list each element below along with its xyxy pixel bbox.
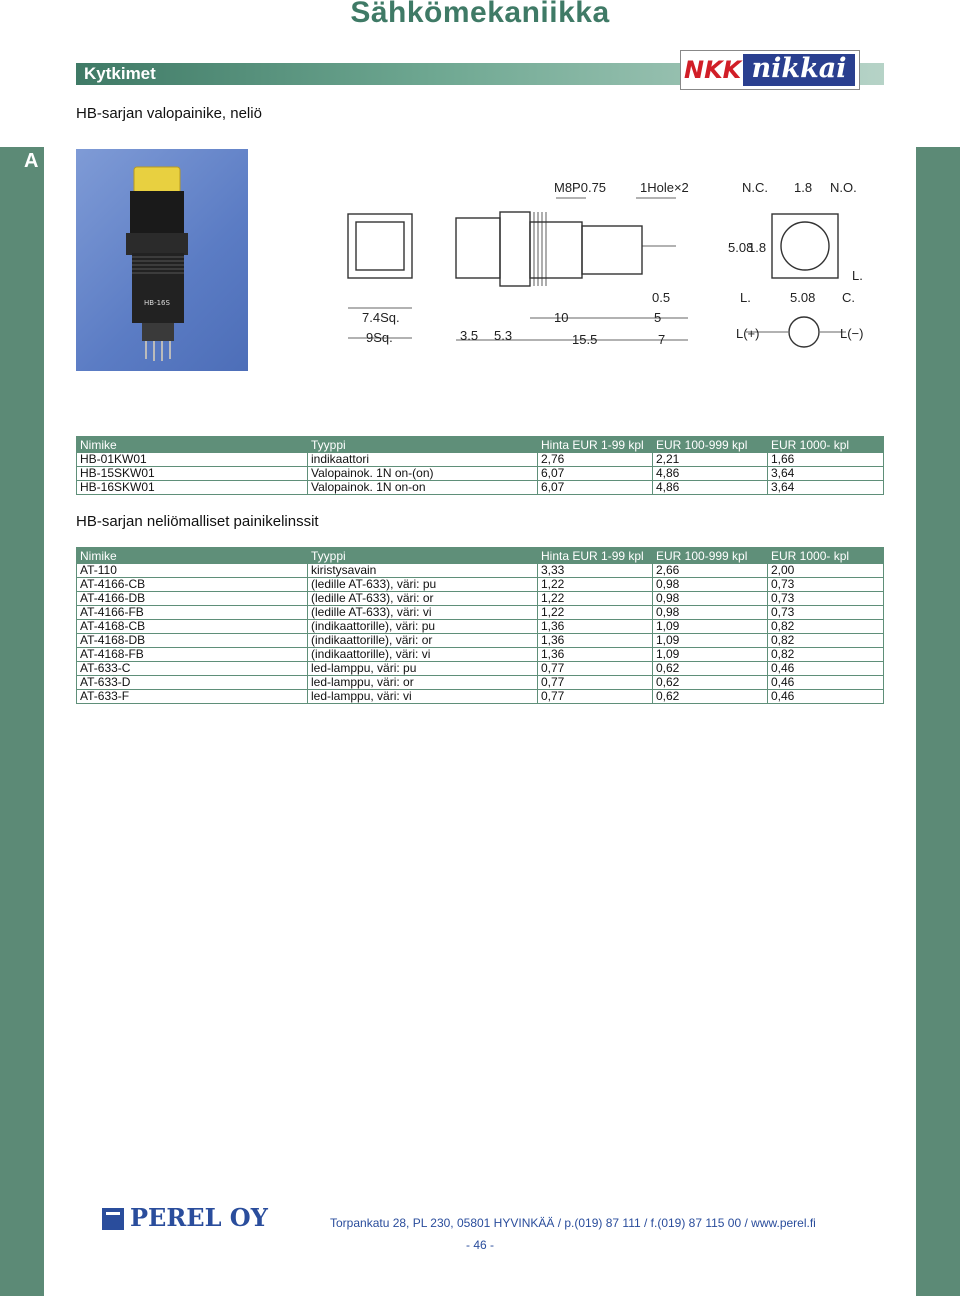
logo-nkk-text: NKK — [684, 56, 742, 84]
table-cell: 1,36 — [538, 648, 653, 662]
table-cell: 0,46 — [768, 662, 884, 676]
label-l-plus: L(+) — [736, 326, 760, 341]
label-hole: 1Hole×2 — [640, 180, 689, 195]
table-cell: 0,73 — [768, 592, 884, 606]
table-cell: 2,21 — [653, 453, 768, 467]
page-number: - 46 - — [465, 1238, 494, 1252]
table-cell: AT-4166-CB — [77, 578, 308, 592]
table-header-row — [77, 437, 884, 453]
label-1-8: 1.8 — [794, 180, 813, 195]
table-cell: 3,64 — [768, 467, 884, 481]
table-cell: 0,73 — [768, 606, 884, 620]
table-cell: 1,66 — [768, 453, 884, 467]
table-row — [77, 648, 884, 662]
table-cell: 1,09 — [653, 634, 768, 648]
table-cell: 0,98 — [653, 578, 768, 592]
table-cell: 2,00 — [768, 564, 884, 578]
table-cell: 1,22 — [538, 606, 653, 620]
product-heading-1: HB-sarjan valopainike, neliö — [76, 105, 262, 122]
column-header: Hinta EUR 1-99 kpl — [538, 437, 653, 453]
label-m8p: M8P0.75 — [554, 180, 607, 195]
table-cell: 1,09 — [653, 648, 768, 662]
product-photo — [76, 149, 248, 371]
table-cell: 3,64 — [768, 481, 884, 495]
table-cell: HB-16SKW01 — [77, 481, 308, 495]
page-title: Sähkömekaniikka — [350, 0, 610, 29]
table-cell: Valopainok. 1N on-(on) — [308, 467, 538, 481]
label-no: N.O. — [830, 180, 857, 195]
table-row — [77, 620, 884, 634]
table-row — [77, 453, 884, 467]
table-cell: AT-633-C — [77, 662, 308, 676]
table-cell: AT-4168-CB — [77, 620, 308, 634]
table-cell: 4,86 — [653, 467, 768, 481]
nkk-nikkai-logo — [680, 50, 860, 90]
table-cell: AT-633-F — [77, 690, 308, 704]
table-cell: 0,62 — [653, 690, 768, 704]
table-cell: 6,07 — [538, 481, 653, 495]
logo-nikkai-text: nikkai — [743, 54, 855, 86]
table-row — [77, 634, 884, 648]
table-cell: 2,66 — [653, 564, 768, 578]
table-row — [77, 578, 884, 592]
table-cell: AT-4168-FB — [77, 648, 308, 662]
table-cell: (indikaattorille), väri: vi — [308, 648, 538, 662]
right-side-band — [916, 147, 960, 1296]
table-cell: 0,77 — [538, 690, 653, 704]
table-cell: Valopainok. 1N on-on — [308, 481, 538, 495]
table-row — [77, 592, 884, 606]
table-cell: 0,77 — [538, 662, 653, 676]
table-row — [77, 481, 884, 495]
table-cell: 1,22 — [538, 592, 653, 606]
table-cell: HB-15SKW01 — [77, 467, 308, 481]
table-cell: 0,62 — [653, 676, 768, 690]
label-l-minus: L(−) — [840, 326, 864, 341]
table-cell: HB-01KW01 — [77, 453, 308, 467]
table-cell: 4,86 — [653, 481, 768, 495]
label-3-5: 3.5 — [460, 328, 479, 343]
table-row — [77, 564, 884, 578]
column-header: Nimike — [77, 437, 308, 453]
label-10: 10 — [554, 310, 569, 325]
dimension-drawing — [336, 168, 876, 358]
label-7: 7 — [658, 332, 666, 347]
column-header: EUR 100-999 kpl — [653, 437, 768, 453]
table-cell: led-lamppu, väri: pu — [308, 662, 538, 676]
table-cell: AT-4168-DB — [77, 634, 308, 648]
table-cell: kiristysavain — [308, 564, 538, 578]
table-cell: 0,62 — [653, 662, 768, 676]
table-cell: 0,82 — [768, 648, 884, 662]
table-row — [77, 606, 884, 620]
table-cell: 0,98 — [653, 606, 768, 620]
footer-address: Torpankatu 28, PL 230, 05801 HYVINKÄÄ / p.(019) 87 111 / f.(019) 87 115 00 / www.perel.fi — [330, 1216, 816, 1230]
table-row — [77, 676, 884, 690]
table-cell: 2,76 — [538, 453, 653, 467]
column-header: Tyyppi — [308, 437, 538, 453]
product-heading-2: HB-sarjan neliömalliset painikelinssit — [76, 513, 319, 530]
table-row — [77, 662, 884, 676]
perel-company-name: PEREL OY — [130, 1203, 268, 1232]
left-side-band — [0, 147, 44, 1296]
column-header: Nimike — [77, 548, 308, 564]
table-cell: led-lamppu, väri: or — [308, 676, 538, 690]
table-row — [77, 467, 884, 481]
table-cell: 0,82 — [768, 634, 884, 648]
label-5-08-h: 5.08 — [790, 290, 816, 305]
section-title: Kytkimet — [84, 64, 156, 83]
price-table-1 — [76, 436, 884, 495]
perel-mark-icon — [102, 1208, 124, 1230]
table-cell: AT-110 — [77, 564, 308, 578]
label-0-5: 0.5 — [652, 290, 671, 305]
column-header: Hinta EUR 1-99 kpl — [538, 548, 653, 564]
table-cell: indikaattori — [308, 453, 538, 467]
column-header: EUR 1000- kpl — [768, 548, 884, 564]
table-cell: AT-633-D — [77, 676, 308, 690]
label-5: 5 — [654, 310, 662, 325]
table-cell: (ledille AT-633), väri: or — [308, 592, 538, 606]
table-cell: (ledille AT-633), väri: vi — [308, 606, 538, 620]
table-cell: 1,36 — [538, 620, 653, 634]
photo-label: HB-16S — [144, 299, 170, 307]
table-cell: (indikaattorille), väri: pu — [308, 620, 538, 634]
label-9sq: 9Sq. — [366, 330, 393, 345]
price-table-2 — [76, 547, 884, 704]
table-cell: 3,33 — [538, 564, 653, 578]
section-letter: A — [24, 150, 39, 172]
label-l-1: L. — [852, 268, 863, 283]
table-cell: 0,77 — [538, 676, 653, 690]
column-header: EUR 1000- kpl — [768, 437, 884, 453]
table-cell: 0,46 — [768, 690, 884, 704]
label-1-8-v: 1.8 — [748, 240, 767, 255]
table-cell: 1,36 — [538, 634, 653, 648]
table-cell: 0,98 — [653, 592, 768, 606]
table-cell: 0,73 — [768, 578, 884, 592]
table-cell: 6,07 — [538, 467, 653, 481]
table-cell: AT-4166-DB — [77, 592, 308, 606]
table-row — [77, 690, 884, 704]
table-header-row — [77, 548, 884, 564]
label-nc: N.C. — [742, 180, 768, 195]
label-l-2: L. — [740, 290, 751, 305]
column-header: EUR 100-999 kpl — [653, 548, 768, 564]
table-cell: 0,46 — [768, 676, 884, 690]
table-cell: 0,82 — [768, 620, 884, 634]
table-cell: 1,22 — [538, 578, 653, 592]
label-c: C. — [842, 290, 855, 305]
label-5-08-v: 5.08 — [728, 240, 754, 255]
label-7-4sq: 7.4Sq. — [362, 310, 400, 325]
table-cell: 1,09 — [653, 620, 768, 634]
table-cell: (indikaattorille), väri: or — [308, 634, 538, 648]
table-cell: AT-4166-FB — [77, 606, 308, 620]
label-5-3: 5.3 — [494, 328, 513, 343]
label-15-5: 15.5 — [572, 332, 598, 347]
table-cell: (ledille AT-633), väri: pu — [308, 578, 538, 592]
column-header: Tyyppi — [308, 548, 538, 564]
table-cell: led-lamppu, väri: vi — [308, 690, 538, 704]
